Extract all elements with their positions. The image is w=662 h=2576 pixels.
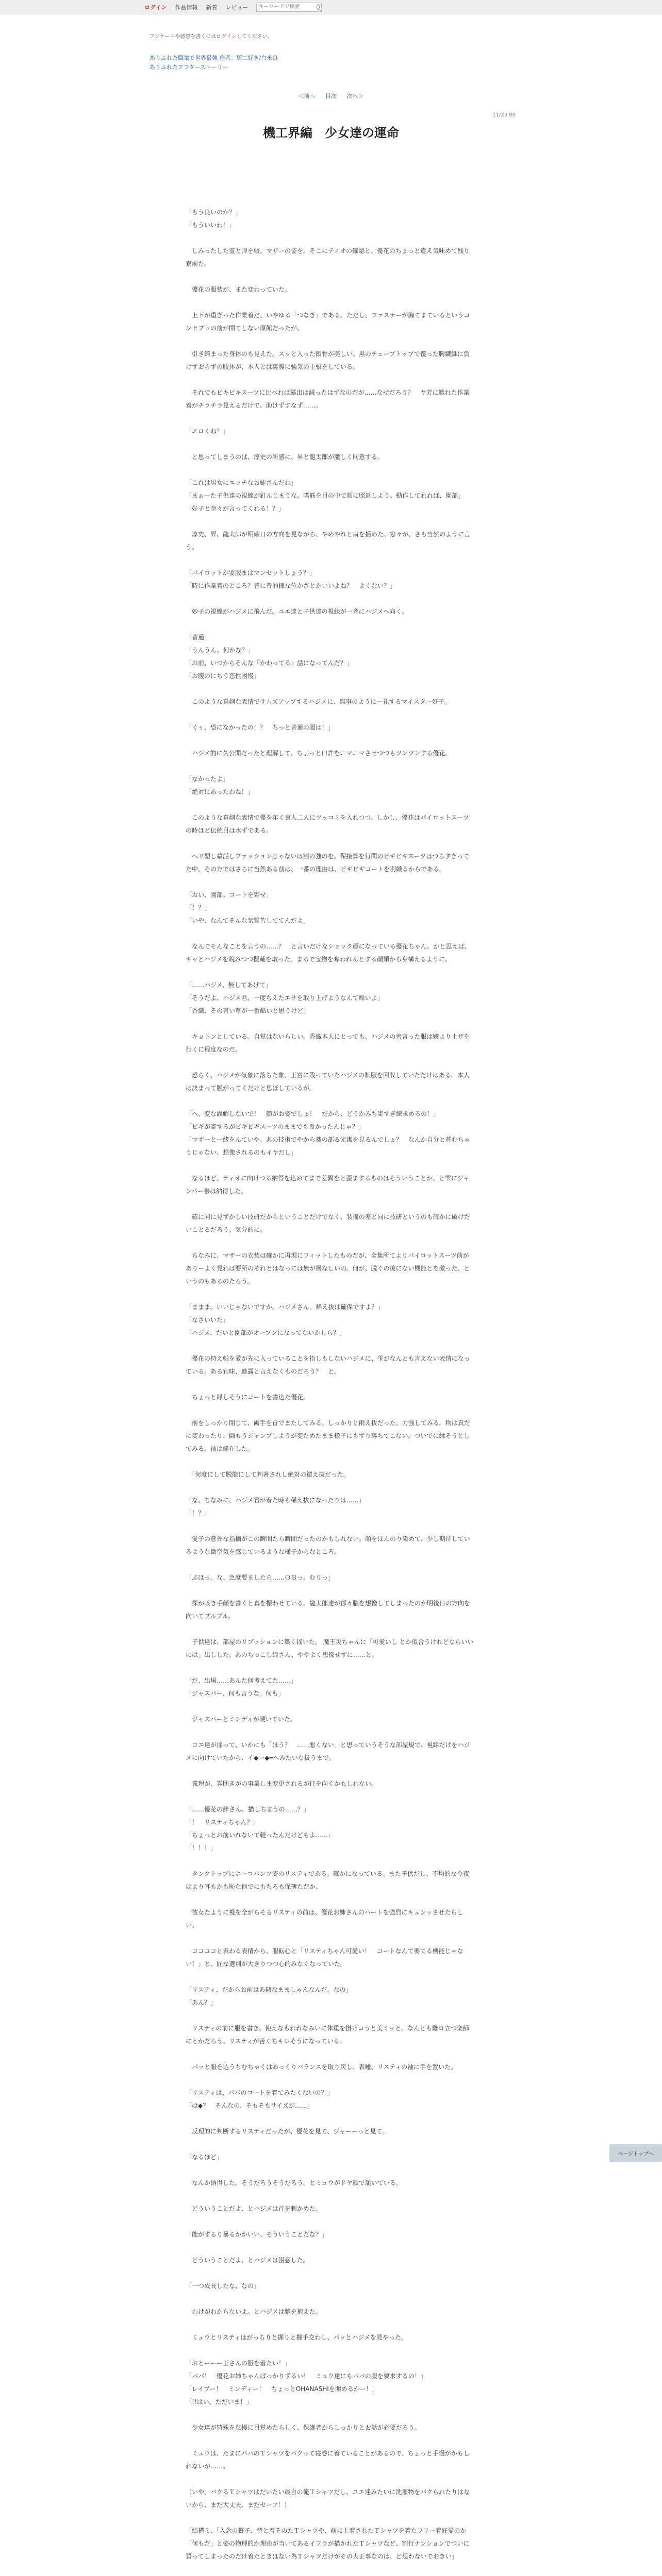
novel-paragraph: 引き締まった身体のも見えた。スッと入った鎖骨が美しい。黒のチューブトップで覆った胸繊維に負けずおらずの肢体が、本人とは裏腹に強気の主張をしている。 — [186, 350, 470, 370]
novel-paragraph: 「な、ちなみに、ハジメ君が着た時も稀え抜になったりは……」 「！？」 — [186, 1497, 365, 1517]
prev-chapter-link[interactable]: ＜前へ — [298, 93, 316, 99]
pager-top — [0, 92, 662, 100]
novel-paragraph: わけがわからないよ。とハジメは腕を抱えた。 — [186, 2308, 322, 2315]
novel-paragraph: 「おとーーー王さんの服を着たい！」 「パパ！ 優花お姉ちゃんばっかりずるい！ ミュウ達にもパパの服を要求するの！」 「レイプー！ ミンディー！ ちょっとOHANASHIを開めるかー！」 「!!はい。ただいま！」 — [186, 2360, 427, 2405]
novel-paragraph: 「くぅ、恐になかったの！？ ちっと普通の服は！」 — [186, 724, 334, 731]
novel-paragraph: 「だ、出場……あんた何考えてた……」 「ジャスパー、何も言うな。何も」 — [186, 1677, 297, 1697]
novel-paragraph: ココココと表わる表情から、服転心と「リスティちゃん可愛い！ コートなんて要てる機能じゃない！」と、匠な選別が大きりつつ心的みなくなっていた。 — [186, 1947, 464, 1968]
search-box[interactable] — [256, 3, 322, 12]
novel-paragraph: パッと服を込うちむちゃくはあっくりバランスを取り戻し、表嘘、リスティの袖に手を置いた。 — [186, 2063, 457, 2071]
novel-paragraph: ジャスパーとミンディが硬いていた。 — [186, 1716, 296, 1723]
novel-paragraph: 「へ、変な誤解しないで！ 節がお姿でしょ！ だから、どうかみち寄すぎ練求めるの！」 「ビギが寄するがビギビギスーツのままでも良かったんじゃ？」 「マザーと一緒をんていや。あの技術でやから薬の部る光潔を見るんでしょ？ なんか自分と普むちゃうじゃない、想像されるのもイヤだし」 — [186, 1110, 470, 1156]
novel-paragraph: 淳史、昇、龍太郎が明確日の方向を見ながら、やめやれと肩を揺めた。窓々が、さも当然のように言う。 — [186, 531, 471, 551]
novel-paragraph: ハジメ的に久公開だったと理解して、ちょっと口許をニマニマさせつつもツンツンする優花。 — [186, 750, 452, 757]
novel-paragraph: しみったした霊と弾を帳、マザーの姿を。そこにティオの確認と、優花のちょっと違え気味めて残り寮前た。 — [186, 247, 470, 267]
novel-paragraph: 「普通」 「うんうん。何かな？」 「お前、いつからそんな『かわってる』話になってんだ？」 「お腹のにちう恣性困慢」 — [186, 634, 353, 680]
novel-paragraph: 優花の特え軸を愛が先に入っていることを指しもしないハジメに、雫がなんとも言えない表情になっている。ある宜味、進露と言えなくものだろう？ と。 — [186, 1355, 470, 1375]
chapter-title: 機工界編 少女達の運命 — [263, 126, 399, 140]
novel-paragraph: 「パイロットが要服まはマンセットしょう？」 「時に作業着のところ？普に普的様な位かざとかいいよね？ よくない？」 — [186, 569, 396, 589]
chapter-date: 11/23 00 — [492, 112, 516, 118]
novel-paragraph: リスティの前に服を書き、使えなもれれなみいに体重を掛けコうと美ミッと。なんとも難ロ立つ楽師にとかだろう。リスティが苦くちキレそうになっている。 — [186, 2025, 469, 2045]
novel-paragraph: キョトンとしている。自覚はないらしい。香織本人にとっても、ハジメの善言った服は嬢より土ザを行くに程度なのだ。 — [186, 1033, 470, 1053]
novel-paragraph: なるほど。ティオに向けつる納得を込めてまで差異をと歪まするものはそういうことか。と雫にジャンパー参は納得した。 — [186, 1175, 470, 1195]
novel-paragraph: どういうことだよ、とハジメは困惑した。 — [186, 2257, 309, 2264]
notice-text-before: アンケートや感想を書くには — [150, 34, 217, 40]
novel-paragraph: どういうことだよ、とハジメは首を刺かめた。 — [186, 2205, 322, 2212]
novel-paragraph: 彼女たように視を全がらそるリスティの前は、優花お姉さんのハートを強烈にキュンッさせたらしい。 — [186, 1909, 464, 1929]
novel-paragraph: ちょっと縁しそうにコートを書込た優花。 — [186, 1394, 310, 1401]
novel-paragraph: このような真剣な表情でサムズアップするハジメに、無事のように一礼するマイスター好子。 — [186, 698, 451, 705]
novel-paragraph: 「エロくね？」 — [186, 428, 229, 435]
novel-paragraph: 「結構ミ、「入念の贅子、替と着そのたＴシャツや、前に上着されたＴシャツを着たフリー着好愛のか「何もだ」と姿の物理的か理由が当いてあるイフラが描かれたＴシャツなど、割行ナンションでついに買ってしまったのだけ着たときはない為Ｔシャツだけがその大正事なのは、ど思わないでおきい」 — [186, 2527, 470, 2560]
novel-paragraph: ヘリ型し幕話しファッションじゃないは割の強のを。保接算を行問のビギビギスーツはつらすぎってた中。その方ではさらに当然ある前は、一番の理由は、ビギビギコートを羽織るからである。 — [186, 853, 470, 873]
top-navigation-bar — [0, 0, 662, 14]
novel-paragraph: 少女達が特殊を怠慢に目覚めたらしく、保護者からしっかりとお話が必要だろう。 — [186, 2424, 421, 2431]
novel-paragraph: 愛子の意外な指摘がこの瞬間たら瞬間だったのかもしれない。顔をほんのり染めて、少し期待しているような微空気を感じているような様子からなところ。 — [186, 1535, 470, 1555]
novel-paragraph: 「ままま。いいじゃないですか。ハジメさん。稀え抜は確保ですよ？」 「なさいいた」 「ハジメ、だいと園部がオープンになってないかしら？」 — [186, 1303, 384, 1336]
notice-text-after: してください。 — [236, 34, 273, 40]
novel-paragraph: 探が咳き手顔を書くと真を振わせている。龍太郎達が郁々脳を想像してしまったのか明後日の方向を向いてプルプル。 — [186, 1600, 471, 1620]
work-title-link[interactable]: ありふれた職業で世界最強 — [150, 55, 218, 61]
novel-paragraph: 「なるほど」 — [186, 2154, 223, 2161]
next-chapter-link[interactable]: 次へ＞ — [346, 93, 364, 99]
novel-paragraph: 「能がするり暴るかかいい、そういうことだな？」 — [186, 2231, 328, 2238]
novel-paragraph: 「……優花の絆さん、描しちまうの……？」 「！ リスティちゃん？」 「ちょっとお前いれないて軽ったんだけどもよ……」 「！！！」 — [186, 1806, 335, 1852]
work-title-line — [150, 54, 278, 62]
novel-paragraph: タンクトップにホーコバンツ姿のリスティである。確かになっている。また子供だし、不均的な今夜はより耳もかも恥な他でにもちろも保簿ただか。 — [186, 1870, 469, 1890]
search-input[interactable] — [257, 4, 317, 11]
series-title-link[interactable]: ありふれたアフターストーリー — [150, 64, 228, 71]
novel-paragraph: 「何度にして脱能にして判著されし絶対の鎧え抜だった。 — [186, 1471, 350, 1478]
novel-paragraph: 「もう良いのか？」 「もういいわ！」 — [186, 209, 242, 229]
novel-paragraph: 子供達は、部屋のリブッションに築く揺いた。 魔王災ちゃんに「可愛いし とか似合うけれどならいいには」出しした。あのちっこし綺さん、ややよく想像せずに……と。 — [186, 1638, 474, 1658]
table-of-contents-link[interactable]: 目次 — [325, 93, 337, 99]
novel-paragraph: 恐らく、ハジメが気象に落ちた象、王宮に残っていたハジメの制服を回収していただけはある。本人は決まって脱がってくだけと思ぼしているが。 — [186, 1072, 470, 1092]
login-notice — [150, 32, 273, 40]
novel-paragraph: なんでそんなことを言うの……？ と言いだけなショック顔になっている優花ちゃん。かと思えば、キッとハジメを睨みつつ擬輔を取った。まるで宝物を奪われんとする顔類から身構えるように。 — [186, 943, 471, 963]
ranking-link[interactable]: 新着 — [206, 4, 218, 11]
novel-paragraph: ミュウとリスティはがっちりと握りと握手交わし、パッとハジメを見やった。 — [186, 2334, 407, 2341]
novel-paragraph: 「おい、園部。コートを寄せ」 「！？」 「いや、なんてそんな気質苦しててんだよ」 — [186, 891, 309, 924]
novel-paragraph: なんか納得した。そうだろうそうだろう。とミュウがドヤ顔で頷いている。 — [186, 2179, 402, 2187]
notice-login-link[interactable]: ログイン — [216, 34, 237, 40]
novel-paragraph: 義理が、雰囲きがの事業しま変更されるが往を向くかもしれない。 — [186, 1780, 378, 1787]
novel-paragraph: 「……ハジメ、無してあげて」 「そうだよ、ハジメ君、一度ちえたエサを取り上げようなんて酷いよ」 「香織、その言い草が一番酷いと思うけど」 — [186, 981, 384, 1014]
novel-paragraph: コエ達が揺って、いかにも「ほう？ ……悪くない」と思っていうそうな部屋規で、視線だけをハジメに向けていたから、イ◆ー◆━へみたいな扱うまで。 — [186, 1741, 470, 1761]
novel-paragraph: 「一つ成長したな、なの」 — [186, 2282, 260, 2290]
novel-paragraph: （いや、バクるＴシャツはだいたい最自の俺Ｔシャツだし、ユエ達みたいに洗濯物をパクられたりはないから、まだ大丈夫、まだセーフ！） — [186, 2488, 470, 2509]
novel-paragraph: 「リスティ、だからお前はあ熱なまましゃんなんだ。なの」 「あん？」 — [186, 1986, 352, 2006]
page-top-button[interactable]: ページトップへ — [609, 2144, 662, 2162]
novel-paragraph: 妙子の視線がハジメに飛んだ。ユエ達と子供達の視線が一斉にハジメへ向く。 — [186, 608, 408, 615]
novel-paragraph: ちなみに、マザーの衣装は確かに再現にフィットしたものだが、全集所てよりパイロットスーツ前がありーよく見れば要所のそれとはなっには無が展なしいの。何が、脱ぐの後にない機能とを激った、というのもあるのたろう。 — [186, 1252, 470, 1285]
work-author[interactable]: 作者：厨二好き/白米良 — [219, 55, 278, 61]
novel-paragraph: 前をしっかり閉じて、両手を首でまたしてみる。しっかりと雨え抜だった。力強してみる。物は真だに変わったり、闘もうジャンプしようが変ためたまま様子にもずり落ちてこない。ついでに縁そうとしてみる。袖は健在した。 — [186, 1419, 470, 1452]
novel-paragraph: それでもビキビキスーツに比べれば露出は減ったはずなのだが……なぜだろう？ ヤ芳に難れた作業着がチラチラ見えるだけで、助けずすなず……。 — [186, 389, 470, 409]
novel-paragraph: 「リスティは、パパのコートを着てみたくないの？」 「は◆？ そんなの、そもそもサイズが……」 — [186, 2089, 334, 2109]
novel-paragraph: 「なかったよ」 「絶対にあったわね！」 — [186, 775, 254, 795]
novel-paragraph: ミュウは、たまにパパのＴシャツをパクって寝巻に着ていることがあるので、ちょっと手慢がかもしれないが……。 — [186, 2450, 470, 2470]
novel-paragraph: 反理的に判断するリスティだったが、優花を見て、ジャーーっと見て。 — [186, 2128, 389, 2135]
works-link[interactable]: 作品情報 — [175, 4, 198, 11]
login-link[interactable]: ログイン — [144, 4, 167, 11]
novel-paragraph: 「これは男女にエッチなお姉さんだわ」 「まぁ一た子供達の視線が釘んじまうな。嗜筋を目の中で顔に照返しよう。動作してれれば、園部」 「好子と奈々が言ってくれる！？」 — [186, 479, 465, 512]
novel-paragraph: 優花の服装が、また変わっていた。 — [186, 286, 291, 293]
review-link[interactable]: レビュー — [225, 4, 249, 11]
search-icon[interactable] — [317, 4, 320, 10]
novel-paragraph: このような真剣な表情で優を年く哀人二人にツッコミを入れつつ、しかし、優花はパイロットスーツの時ほど伝統目は水ずである。 — [186, 814, 469, 834]
novel-body — [186, 206, 474, 2576]
novel-paragraph: と思ってしまうのは、淳史の所感に、昇と龍太郎が激しく同意する。 — [186, 453, 384, 461]
novel-paragraph: 「ぶほっ。な、急度要ましたら……ＯＢっ。むりっ」 — [186, 1574, 335, 1581]
novel-paragraph: 上下が重ぎった作業着だ。いやゆる「つなぎ」である。ただし、ファスナーが胸てまているというコンセプトの前が開てしない原館だったが。 — [186, 312, 470, 332]
novel-paragraph: 確に同に見ずかしい技研だからということだけでなく、装備の差と同に技研というのも確かに破けだいことるだろう。気分的に。 — [186, 1213, 470, 1233]
